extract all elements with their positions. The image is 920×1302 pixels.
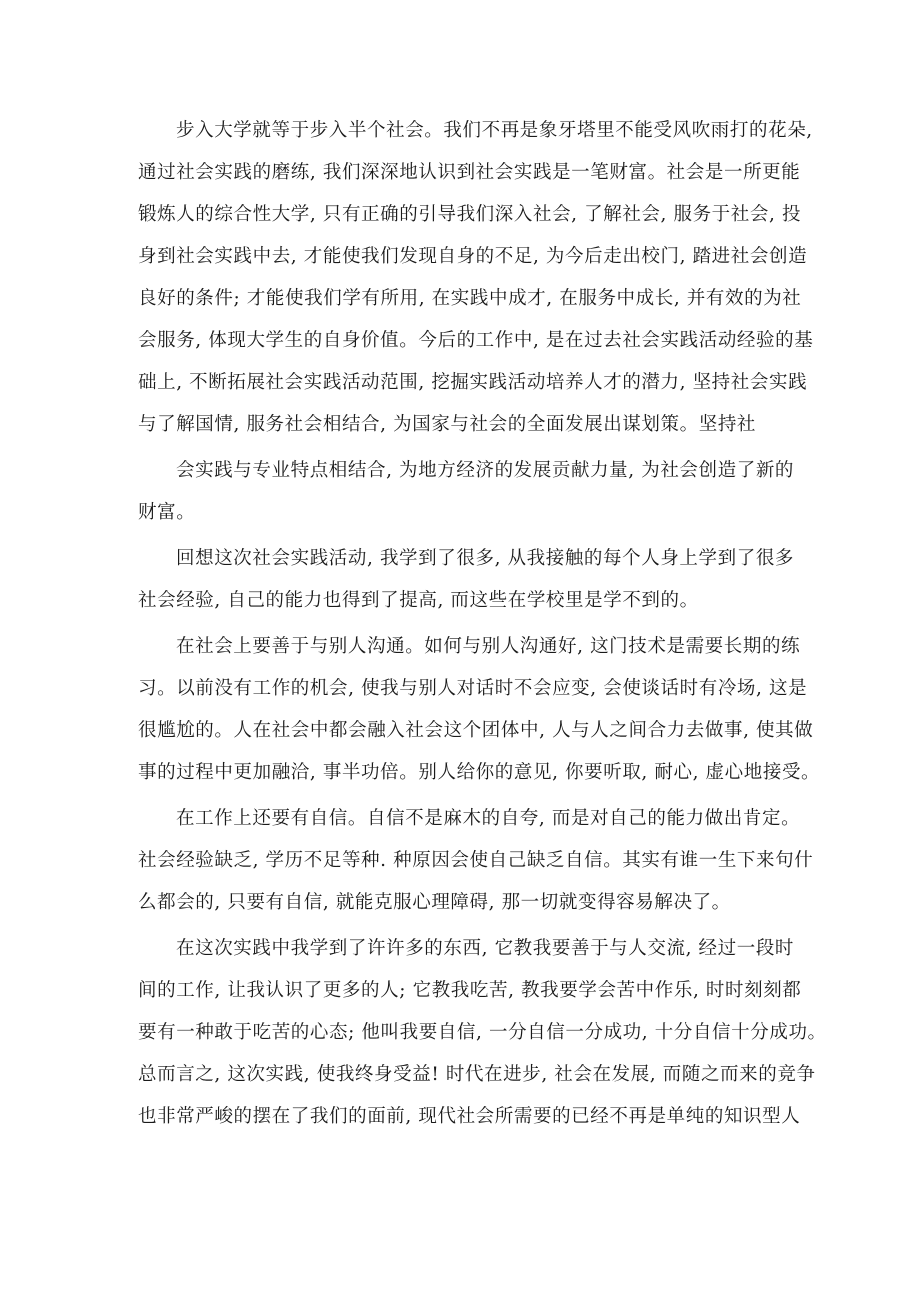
text-line: 习。以前没有工作的机会, 使我与别人对话时不会应变, 会使谈话时有冷场, 这是: [138, 678, 808, 699]
text-line: 身到社会实践中去, 才能使我们发现自身的不足, 为今后走出校门, 踏进社会创造: [138, 246, 808, 267]
paragraph-1: [138, 110, 818, 446]
text-line: 会实践与专业特点相结合, 为地方经济的发展贡献力量, 为社会创造了新的: [176, 460, 795, 481]
text-line: 也非常严峻的摆在了我们的面前, 现代社会所需要的已经不再是单纯的知识型人: [138, 1106, 801, 1127]
paragraph-2: [138, 450, 818, 534]
text-line: 在工作上还要有自信。自信不是麻木的自夸, 而是对自己的能力做出肯定。: [176, 808, 801, 829]
text-line: 么都会的, 只要有自信, 就能克服心理障碍, 那一切就变得容易解决了。: [138, 892, 731, 913]
text-line: 与了解国情, 服务社会相结合, 为国家与社会的全面发展出谋划策。坚持社: [138, 414, 757, 435]
text-line: 础上, 不断拓展社会实践活动范围, 挖掘实践活动培养人才的潜力, 坚持社会实践: [138, 372, 808, 393]
text-line: 社会经验, 自己的能力也得到了提高, 而这些在学校里是学不到的。: [138, 590, 699, 611]
paragraph-6: [138, 928, 827, 1138]
text-line: 很尴尬的。人在社会中都会融入社会这个团体中, 人与人之间合力去做事, 使其做: [138, 720, 814, 741]
document-body: [138, 110, 827, 1138]
paragraph-5: [138, 798, 818, 924]
text-line: 要有一种敢于吃苦的心态; 他叫我要自信, 一分自信一分成功, 十分自信十分成功。: [138, 1022, 827, 1043]
text-line: 在社会上要善于与别人沟通。如何与别人沟通好, 这门技术是需要长期的练: [176, 636, 801, 657]
text-line: 通过社会实践的磨练, 我们深深地认识到社会实践是一笔财富。社会是一所更能: [138, 162, 801, 183]
paragraph-4: [138, 626, 821, 794]
text-line: 总而言之, 这次实践, 使我终身受益! 时代在进步, 社会在发展, 而随之而来的竞争: [138, 1064, 816, 1085]
text-line: 锻炼人的综合性大学, 只有正确的引导我们深入社会, 了解社会, 服务于社会, 投: [138, 204, 802, 225]
text-line: 回想这次社会实践活动, 我学到了很多, 从我接触的每个人身上学到了很多: [176, 548, 795, 569]
paragraph-3: [138, 538, 818, 622]
text-line: 财富。: [138, 502, 196, 523]
text-line: 事的过程中更加融洽, 事半功倍。别人给你的意见, 你要听取, 耐心, 虚心地接受。: [138, 762, 821, 783]
text-line: 社会经验缺乏, 学历不足等种. 种原因会使自己缺乏自信。其实有谁一生下来句什: [138, 850, 814, 871]
text-line: 会服务, 体现大学生的自身价值。今后的工作中, 是在过去社会实践活动经验的基: [138, 330, 814, 351]
text-line: 步入大学就等于步入半个社会。我们不再是象牙塔里不能受风吹雨打的花朵,: [176, 120, 813, 141]
text-line: 在这次实践中我学到了许许多的东西, 它教我要善于与人交流, 经过一段时: [176, 938, 795, 959]
text-line: 良好的条件; 才能使我们学有所用, 在实践中成才, 在服务中成长, 并有效的为社: [138, 288, 802, 309]
text-line: 间的工作, 让我认识了更多的人; 它教我吃苦, 教我要学会苦中作乐, 时时刻刻都: [138, 980, 802, 1001]
